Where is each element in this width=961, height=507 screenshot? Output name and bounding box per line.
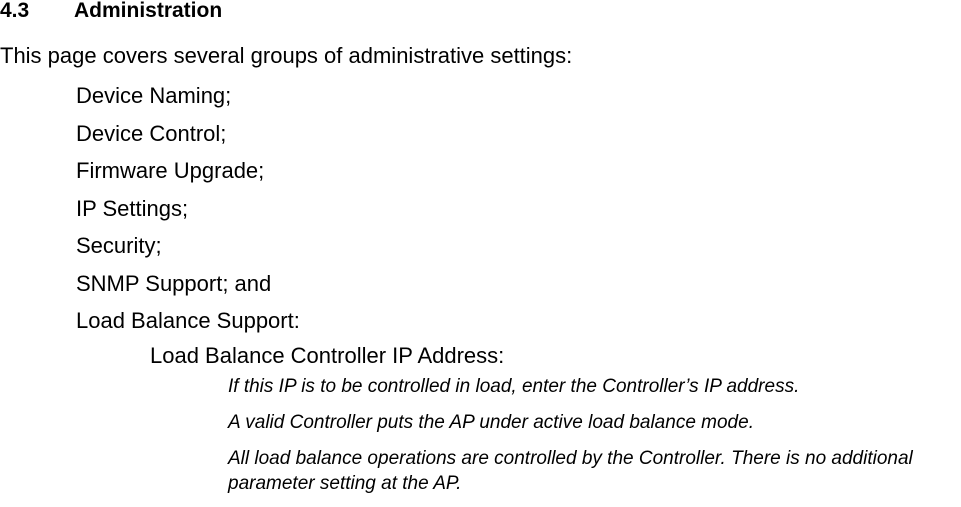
list-item-snmp-support: SNMP Support; and: [76, 270, 272, 296]
section-number: 4.3: [0, 0, 30, 22]
list-item-firmware-upgrade: Firmware Upgrade;: [76, 158, 265, 183]
intro-paragraph: This page covers several groups of administrative settings:: [0, 43, 573, 68]
list-item-ip-settings: IP Settings;: [76, 195, 189, 221]
note-controller-operations: All load balance operations are controlled by the Controller. There is no additional parameter setting at the AP.: [228, 448, 913, 494]
subsection-heading: Load Balance Controller IP Address:: [150, 343, 505, 368]
list-item-device-naming: Device Naming;: [76, 83, 232, 108]
note-controller-ip: If this IP is to be controlled in load, enter the Controller’s IP address.: [228, 376, 800, 397]
list-item-security: Security;: [76, 233, 162, 258]
list-item-load-balance-support: Load Balance Support:: [76, 308, 300, 333]
list-item-device-control: Device Control;: [76, 120, 227, 146]
settings-group-list: [76, 83, 300, 346]
note-valid-controller: A valid Controller puts the AP under active load balance mode.: [228, 412, 754, 433]
section-title: Administration: [74, 0, 223, 22]
section-heading: [0, 0, 222, 23]
load-balance-notes: [228, 374, 961, 507]
